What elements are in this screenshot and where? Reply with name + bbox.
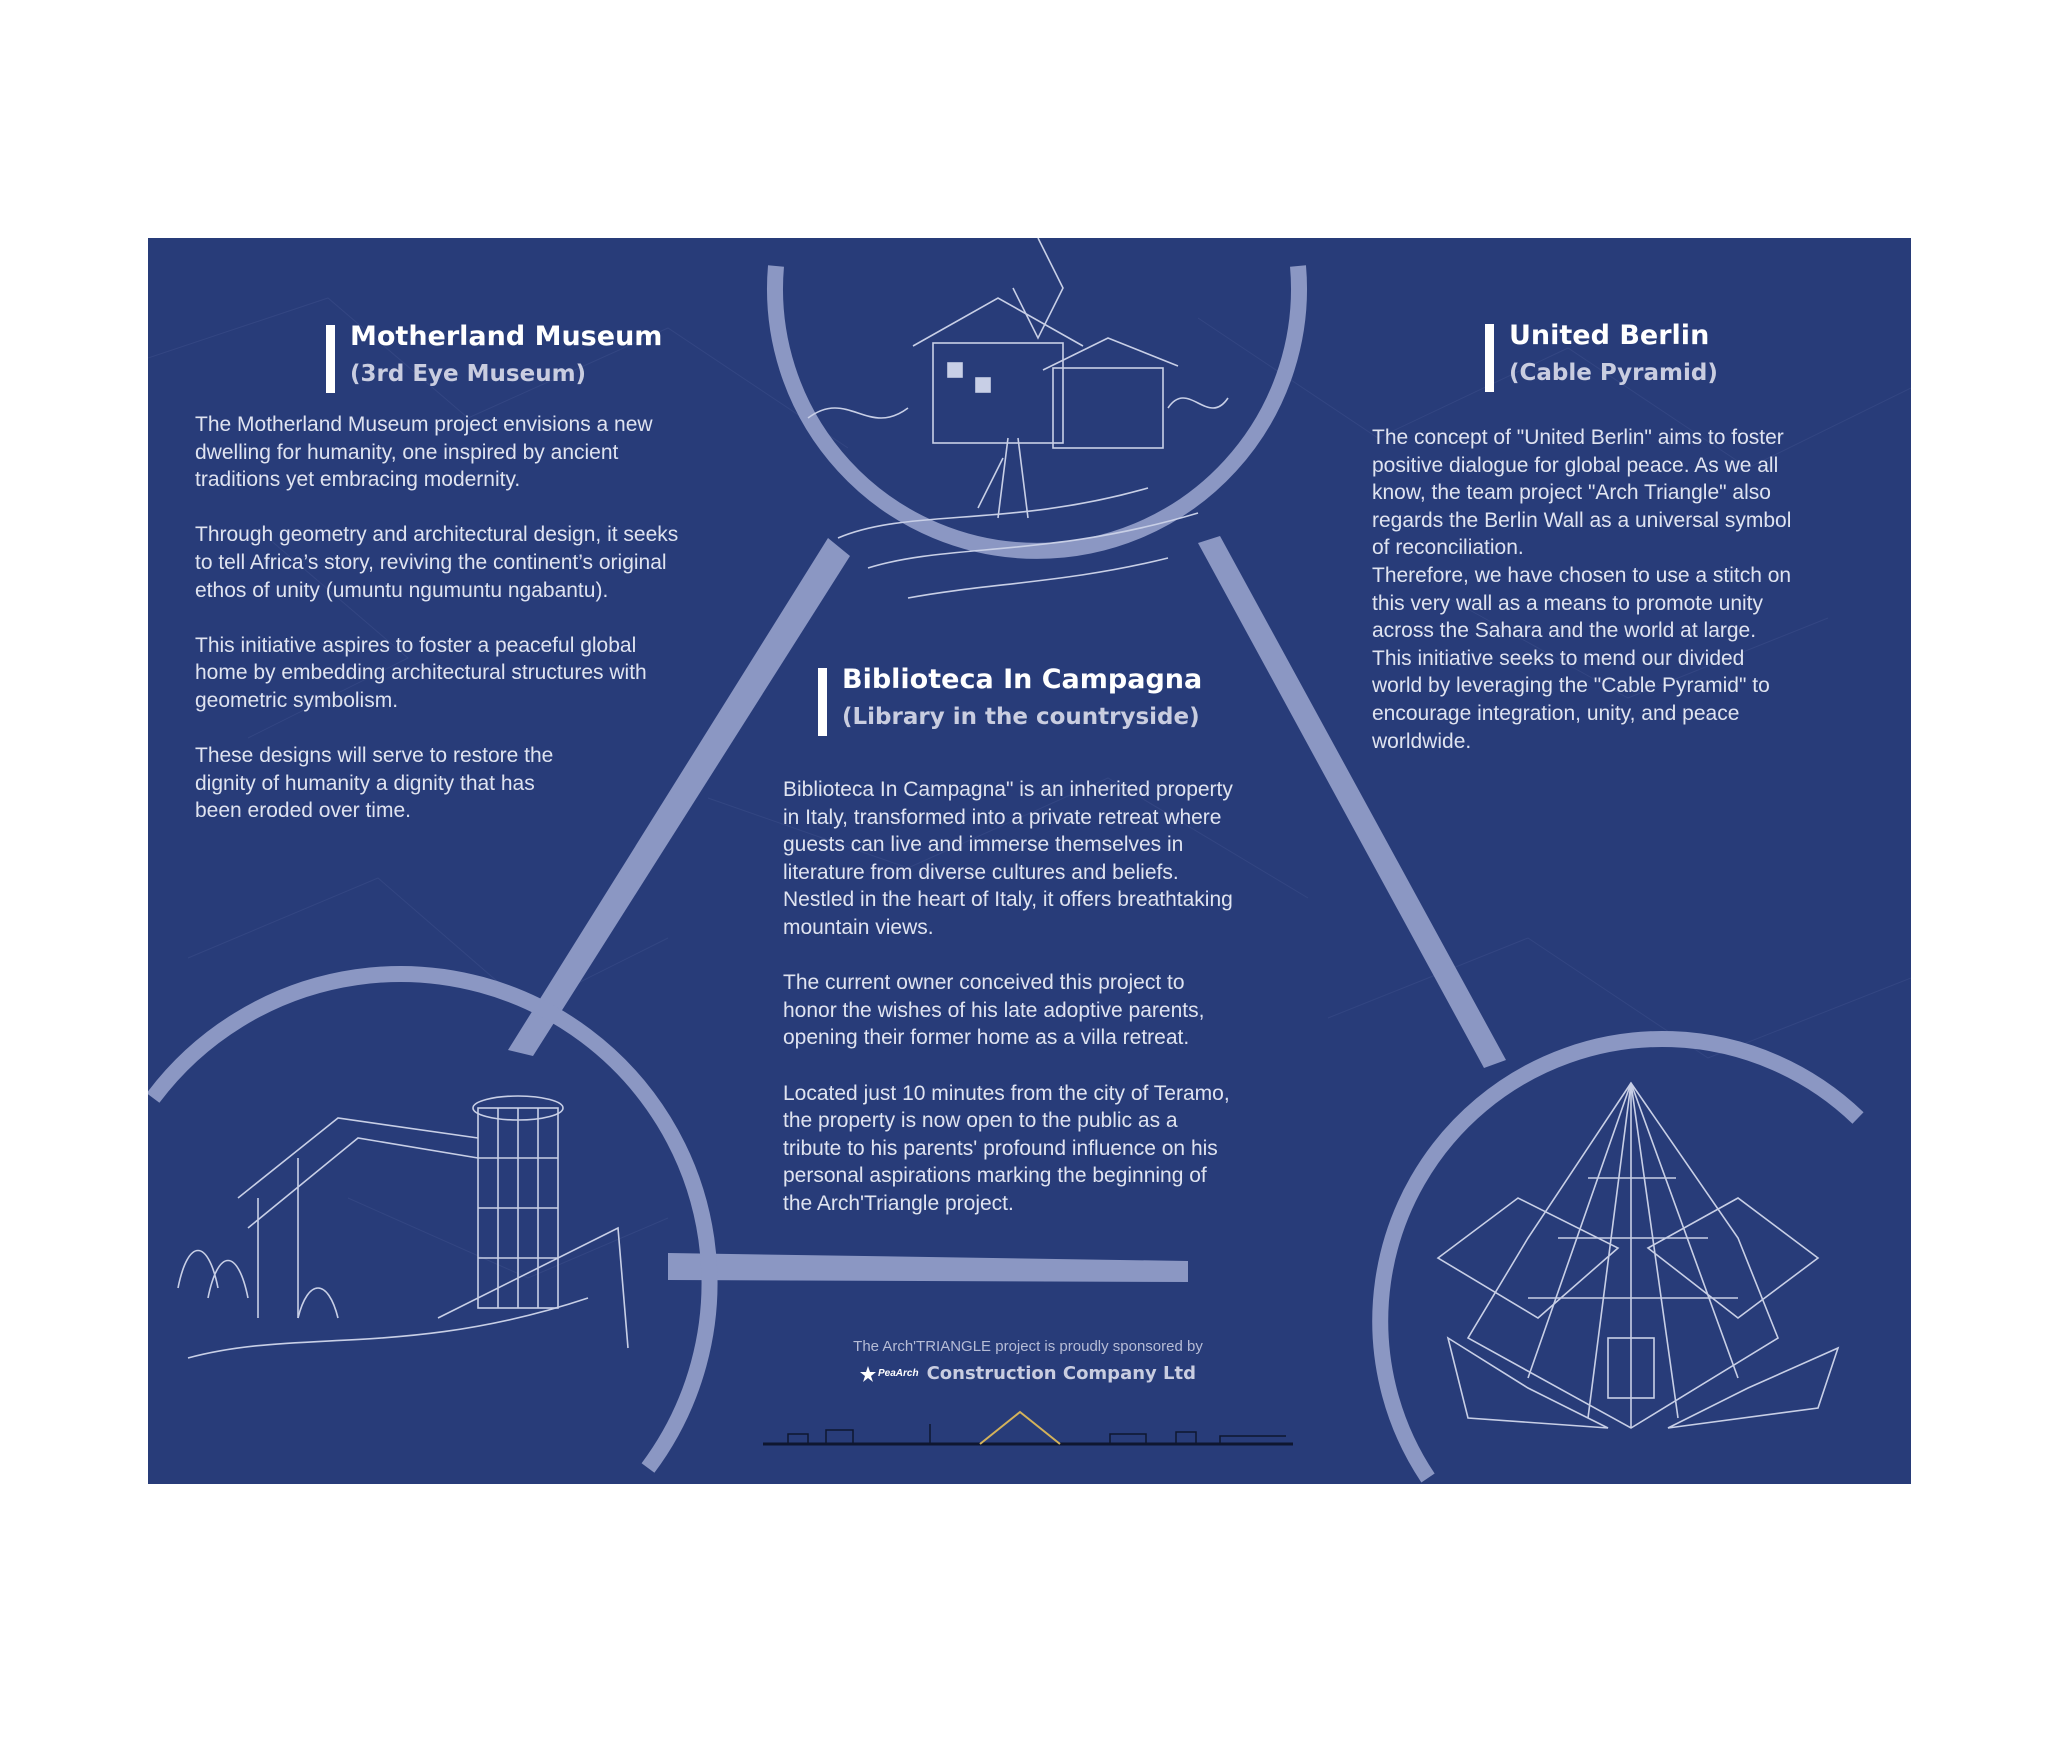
museum-illustration-icon [178,1096,628,1358]
sponsor-company-name: Construction Company Ltd [926,1363,1196,1384]
heading-accent-bar [326,325,335,393]
sponsor-block [728,1338,1328,1387]
center-column [783,776,1303,1245]
center-subtitle: (Library in the countryside) [842,704,1200,730]
right-subtitle: (Cable Pyramid) [1509,360,1718,386]
left-paragraph: These designs will serve to restore the dignity of humanity a dignity that has been eroded over time. [195,744,554,823]
left-paragraph: This initiative aspires to foster a peaceful global home by embedding architectural structures with geometric symbolism. [195,633,647,712]
left-column [195,411,755,853]
heading-accent-bar [818,668,827,736]
left-subtitle: (3rd Eye Museum) [350,361,587,387]
right-column [1372,424,1892,783]
sponsor-logo-icon [860,1366,919,1382]
left-title: Motherland Museum [350,321,663,352]
pyramid-illustration-icon [1438,1083,1838,1428]
right-paragraph: The concept of "United Berlin" aims to foster positive dialogue for global peace. As we all know, the team project "Arch Triangle" also regards the Berlin Wall as a universal symbol of reconciliation. Therefore, we have chosen to use a stitch on this very wall as a means to promote unity across the Sahara and the world at large. This initiative seeks to mend our divided world by leveraging the "Cable Pyramid" to encourage integration, unity, and peace worldwide. [1372,426,1792,753]
center-paragraph: The current owner conceived this project to honor the wishes of his late adoptive parents, opening their former home as a villa retreat. [783,971,1205,1050]
center-paragraph: Located just 10 minutes from the city of Teramo, the property is now open to the public as a tribute to his parents' profound influence on his personal aspirations marking the beginning of the Arch'Triangle project. [783,1081,1230,1215]
sponsor-logo-text: PeaArch [877,1368,919,1379]
right-title: United Berlin [1509,320,1710,351]
poster [148,238,1911,1484]
center-title: Biblioteca In Campagna [842,664,1203,695]
left-paragraph: The Motherland Museum project envisions a new dwelling for humanity, one inspired by ancient traditions yet embracing modernity. [195,413,653,492]
center-paragraph: Biblioteca In Campagna" is an inherited property in Italy, transformed into a private retreat where guests can live and immerse themselves in literature from diverse cultures and beliefs. Nestled in the heart of Italy, it offers breathtaking mountain views. [783,778,1233,939]
skyline-icon [763,1412,1293,1444]
sponsor-line: The Arch'TRIANGLE project is proudly sponsored by [853,1338,1203,1355]
left-paragraph: Through geometry and architectural design, it seeks to tell Africa’s story, reviving the continent’s original ethos of unity (umuntu ngumuntu ngabantu). [195,523,679,602]
heading-accent-bar [1485,324,1494,392]
sponsor-company [860,1363,1196,1384]
